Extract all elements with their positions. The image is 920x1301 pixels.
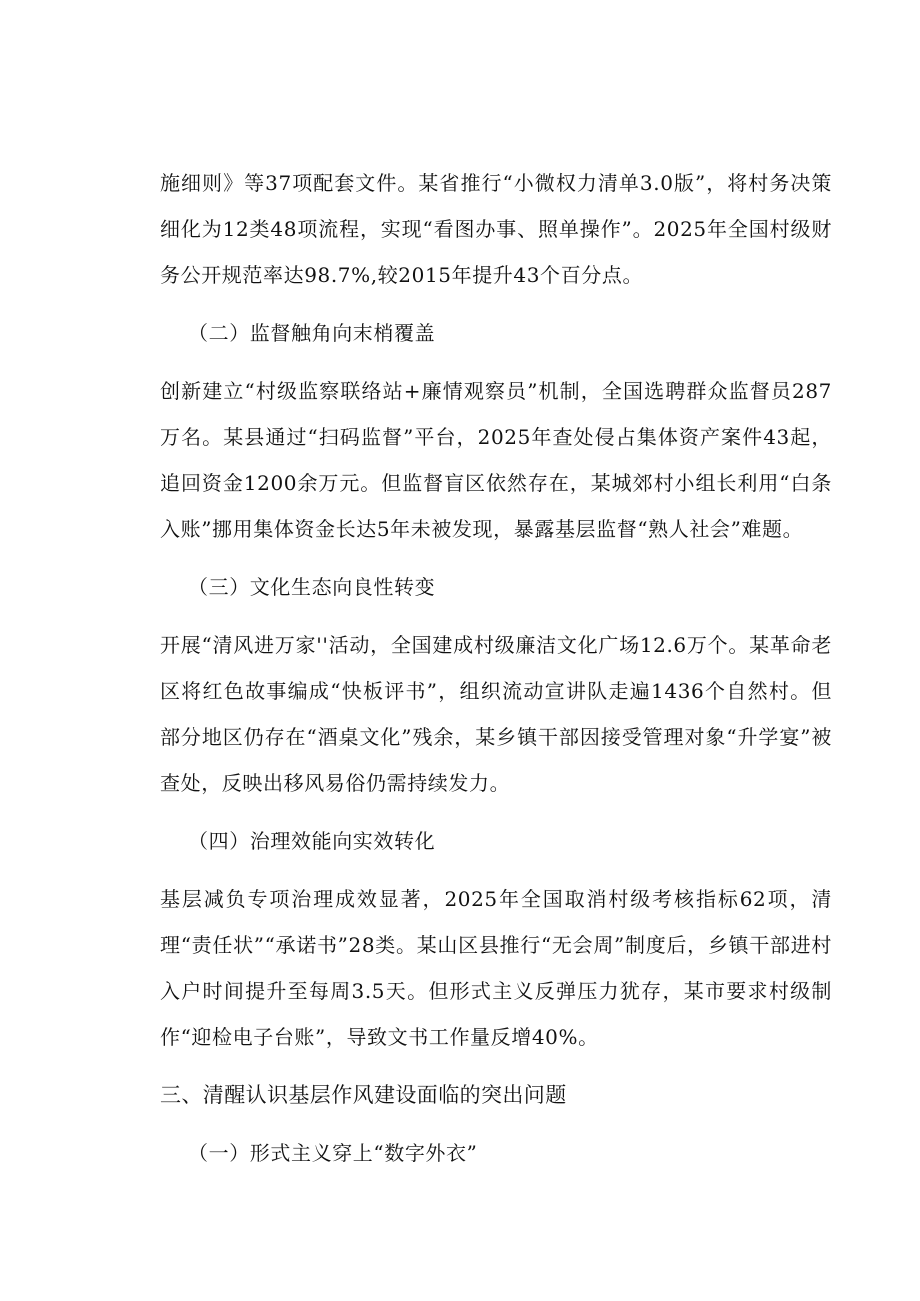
paragraph-continuation: 施细则》等37项配套文件。某省推行“小微权力清单3.0版”，将村务决策细化为12类48项流程，实现“看图办事、照单操作”。2025年全国村级财务公开规范率达98.7%,较2015年提升43个百分点。	[160, 171, 832, 287]
subheading-supervision: （二）监督触角向末梢覆盖	[188, 321, 436, 345]
subheading-culture: （三）文化生态向良性转变	[188, 575, 436, 599]
paragraph-supervision: 创新建立“村级监察联络站+廉情观察员”机制，全国选聘群众监督员287万名。某县通过“扫码监督”平台，2025年查处侵占集体资产案件43起，追回资金1200余万元。但监督盲区依然存在，某城郊村小组长利用“白条入账”挪用集体资金长达5年未被发现，暴露基层监督“熟人社会”难题。	[160, 379, 832, 541]
section-heading-three: 三、清醒认识基层作风建设面临的突出问题	[160, 1083, 567, 1107]
paragraph-culture: 开展“清风进万家''活动，全国建成村级廉洁文化广场12.6万个。某革命老区将红色故事编成“快板评书”，组织流动宣讲队走遍1436个自然村。但部分地区仍存在“酒桌文化”残余，某乡镇干部因接受管理对象“升学宴”被查处，反映出移风易俗仍需持续发力。	[160, 633, 832, 795]
document-body	[160, 160, 832, 1188]
subheading-formalism: （一）形式主义穿上“数字外衣”	[188, 1141, 478, 1165]
paragraph-governance: 基层减负专项治理成效显著，2025年全国取消村级考核指标62项，清理“责任状”“承诺书”28类。某山区县推行“无会周”制度后，乡镇干部进村入户时间提升至每周3.5天。但形式主义反弹压力犹存，某市要求村级制作“迎检电子台账”，导致文书工作量反增40%。	[160, 887, 832, 1049]
subheading-governance: （四）治理效能向实效转化	[188, 829, 436, 853]
